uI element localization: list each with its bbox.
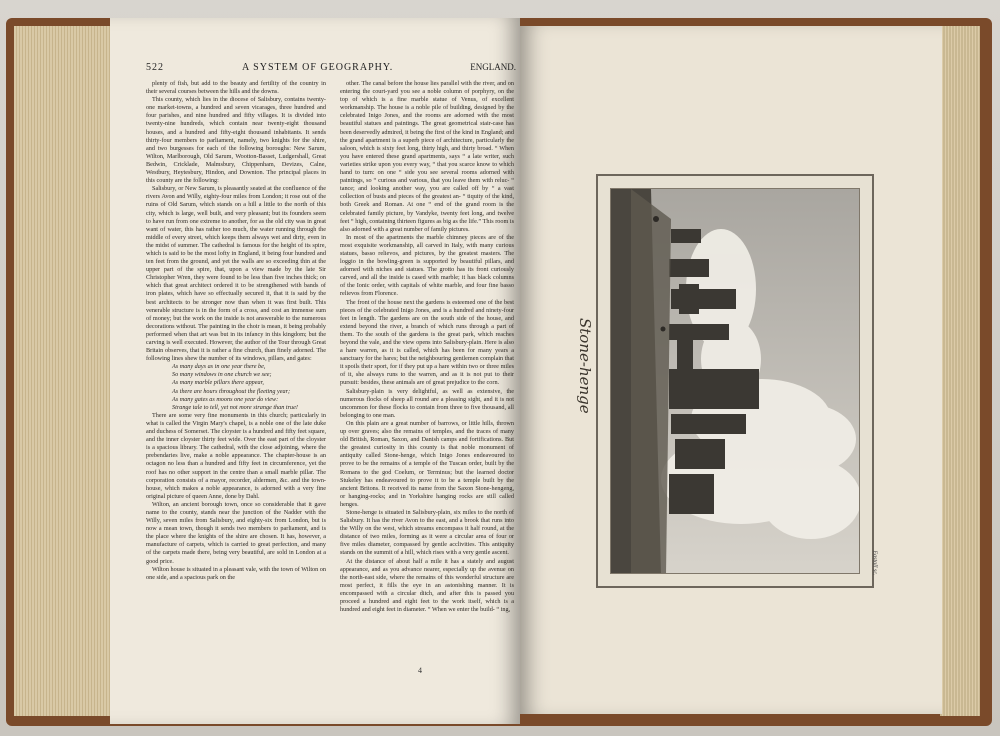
signature-mark: 4 xyxy=(418,666,422,675)
section-title: ENGLAND. xyxy=(470,62,516,72)
paragraph: Salisbury, or New Sarum, is pleasantly seated at the confluence of the rivers Avon and Willy, eighty-four miles from London; it rose out of the ruins of Old Sarum, which stands on a hill a little to the north of this city, which is large, well built, and very pleasant; but its founders seem to have run from one extreme to another, for as the old city was in great want of water, this has rather too much, the water running through the middle of every street, which keeps them always wet and dirty, even in the midst of summer. The cathedral is famous for the height of its spire, which is said to be the most lofty in England, it being four hundred and ten feet from the ground, and yet the walls are so exceeding thin at the upper part of the spire, that, upon a view made by the late Sir Christopher Wren, they were found to be less than five inches thick; on which that great architect ordered it to be strengthened with bands of iron plates, which have so effectually secured it, that it is said by the best architects to be stronger now than when it was first built. This venerable structure is in the form of a cross, and cost an immense sum of money; but the work on the inside is not answerable to the numerous decorations without. The painting in the choir is mean, it being probably performed when that art was but in its infancy in this kingdom; but the carving is well executed. However, the author of the Tour through Great Britain observes, that it is rather a fine church, than finely adorned. The following lines shew the number of its windows, pillars, and gates: xyxy=(146,185,326,363)
paragraph: At the distance of about half a mile it has a stately and august appearance, and as you advance nearer, especially up the avenue on the north-east side, where the remains of this wonderful structure are most perfect, it fills the eye in an astonishing manner. It is encompassed with a circular ditch, and after this is passed you proceed a hundred and eight feet to the work itself, which is a hundred and eight feet in diameter. “ When we enter the build- “ ing, xyxy=(340,557,514,614)
paragraph: The front of the house next the gardens is esteemed one of the best pieces of the celebrated Inigo Jones, and is a hundred and ninety-four feet in length. The gardens are on the south side of the house, and extend beyond the river, a branch of which runs through a part of them. To the south of the gardens is the great park, which reaches beyond the vale, and the view opens into Salisbury-plain. Here is also a hare warren, as it is called, which has been for many years a sanctuary for the hares; but the neighbouring gentlemen complain that it spoils their sport, for if they put up a hare within two or three miles of it, she always runs to the warren, and as it is not put to their pursuit: besides, these animals are of great prejudice to the corn. xyxy=(340,298,514,387)
paragraph: other. The canal before the house lies parallel with the river, and on entering the court-yard you see a noble column of porphyry, on the top of which is a fine marble statue of Venus, of excellent workmanship. The house is a noble pile of building, designed by the celebrated Inigo Jones, and the rooms are adorned with the most beautiful statues and paintings. The great geometrical stair-case has been deservedly admired, it being the first of the kind in England; and the grand apartment is a superb piece of architecture, particularly the saloon, which is sixty feet long, thirty high, and thirty broad. “ When you have entered these grand apartments, says “ a late writer, such varieties strike upon you every way, “ that you scarce know to which hand to turn: on one “ side you see several rooms adorned with paintings, so “ curious and various, that you leave them with reluc- “ tance; and looking another way, you are called off by “ a vast collection of busts and pieces of the greatest an- “ tiquity of the kind, both Greek and Roman. At one “ end of the grand room is the celebrated family picture, by Vandyke, twenty feet long, and twelve feet “ high, containing thirteen figures as big as the life.” This room is also adorned with a great number of family pictures. xyxy=(340,80,514,233)
verse-line: As many marble pillars there appear, xyxy=(172,379,264,387)
book-title: A SYSTEM OF GEOGRAPHY. xyxy=(242,62,394,73)
verse-line: So many windows in one church we see; xyxy=(172,371,272,379)
paragraph: There are some very fine monuments in this church; particularly in what is called the Virgin Mary's chapel, is a noble one of the late duke and duchess of Somerset. The cloyster is a hundred and fifty feet square, and the inner cloyster thirty feet wide. Over the east part of the cloyster is a spacious library. The cathedral, with the close adjoining, where the prebendaries live, make a noble appearance. The chapter-house is an octagon no less than a hundred and fifty feet in circumference, yet the roof has no other support in the centre than a small marble pillar. The corporation consists of a mayor, recorder, aldermen, &c. and the town-house, which makes a noble appearance, is adorned with a very fine original picture of queen Anne, done by Dahl. xyxy=(146,411,326,500)
left-page-edges xyxy=(14,26,114,716)
stonehenge-engraving xyxy=(610,188,860,574)
paragraph: On this plain are a great number of barrows, or little hills, thrown up over graves; also the remains of temples, and the traces of many old British, Roman, Saxon, and Danish camps and fortifications. But the greatest curiosity in this county is that noble monument of antiquity called Stone-henge, which Inigo Jones endeavoured to prove to be the remains of a temple of the Tuscan order, built by the Romans to the god Coelum, or Terminus; but the learned doctor Stukeley has endeavoured to prove it to be a temple built by the ancient Britons. It received its name from the Saxon Stone-hengeng, or hanging-rocks; and in Yorkshire hanging rocks are still called henges. xyxy=(340,419,514,508)
verse-line: As many days as in one year there be, xyxy=(172,363,266,371)
paragraph: In most of the apartments the marble chimney pieces are of the most exquisite workmanship, all carved in Italy, with many curious statues, basso relievos, and pictures, by the greatest masters. The loggio in the bowling-green is supported by beautiful pillars, and adorned with niches and statues. The grotto has its front curiously carved, and all the inside is cased with marble; it has black columns of the Ionic order, with capitals of white marble, and four fine basso relievos from Florence. xyxy=(340,233,514,298)
paragraph: Salisbury-plain is very delightful, as well as extensive, the numerous flocks of sheep all round are a pleasing sight, and it is not uncommon for these flocks to contain from three to five thousand, all belonging to one man. xyxy=(340,387,514,419)
right-page-edges xyxy=(940,26,980,716)
paragraph: Wilton house is situated in a pleasant vale, with the town of Wilton on one side, and a spacious park on the xyxy=(146,565,326,581)
paragraph: Wilton, an ancient borough town, once so considerable that it gave name to the county, stands near the junction of the Nadder with the Willy, seven miles from Salisbury, and eighty-six from London, but is now a mean town, though it sends two members to parliament, and is the place where the knights of the shire are chosen. It has, however, a manufacture of carpets, which is carried to great perfection, and many of the carpets made there, being very beautiful, are sold in London at a good price. xyxy=(146,500,326,565)
paragraph: plenty of fish, but add to the beauty and fertility of the country in their several courses between the hills and the downs. xyxy=(146,80,326,96)
paragraph: Stone-henge is situated in Salisbury-plain, six miles to the north of Salisbury. It has the river Avon to the east, and a brook that runs into the Willy on the west, which streams encompass it half round, at the distance of two miles, forming as it were a circular area of four or five miles diameter, compassed by gentle acclivities. This antiquity stands on the summit of a hill, which rises with a very gentle ascent. xyxy=(340,508,514,557)
page-number: 522 xyxy=(146,62,164,73)
verse-line: Strange tale to tell, yet not more strange than true! xyxy=(172,403,298,411)
paragraph: This county, which lies in the diocese of Salisbury, contains twenty-one market-towns, a hundred and seven vicarages, three hundred and four parishes, and nine hundred and fifty villages. It is divided into twenty-nine hundreds, which contain near twenty-eight thousand houses, and a hundred and fifty-eight thousand inhabitants. It sends thirty-four members to parliament, namely, two knights for the shire, and two burgesses for each of the following boroughs: New Sarum, Wilton, Marlborough, Old Sarum, Wootton-Basset, Ludgershall, Great Bedwin, Cricklade, Malmsbury, Chippenham, Devizes, Calne, Westbury, Heytesbury, Hindon, and Downton. The principal places in this county are the following: xyxy=(146,96,326,185)
text-column-right xyxy=(340,80,514,646)
plate-caption: Stone-henge xyxy=(576,318,594,414)
running-head xyxy=(146,62,516,76)
verse-line: As many gates as moons one year do view: xyxy=(172,395,279,403)
engraver-credit: Eastall sc. xyxy=(871,550,878,576)
verse-line: As there are hours throughout the fleeting year; xyxy=(172,387,291,395)
text-column-left xyxy=(146,80,326,646)
